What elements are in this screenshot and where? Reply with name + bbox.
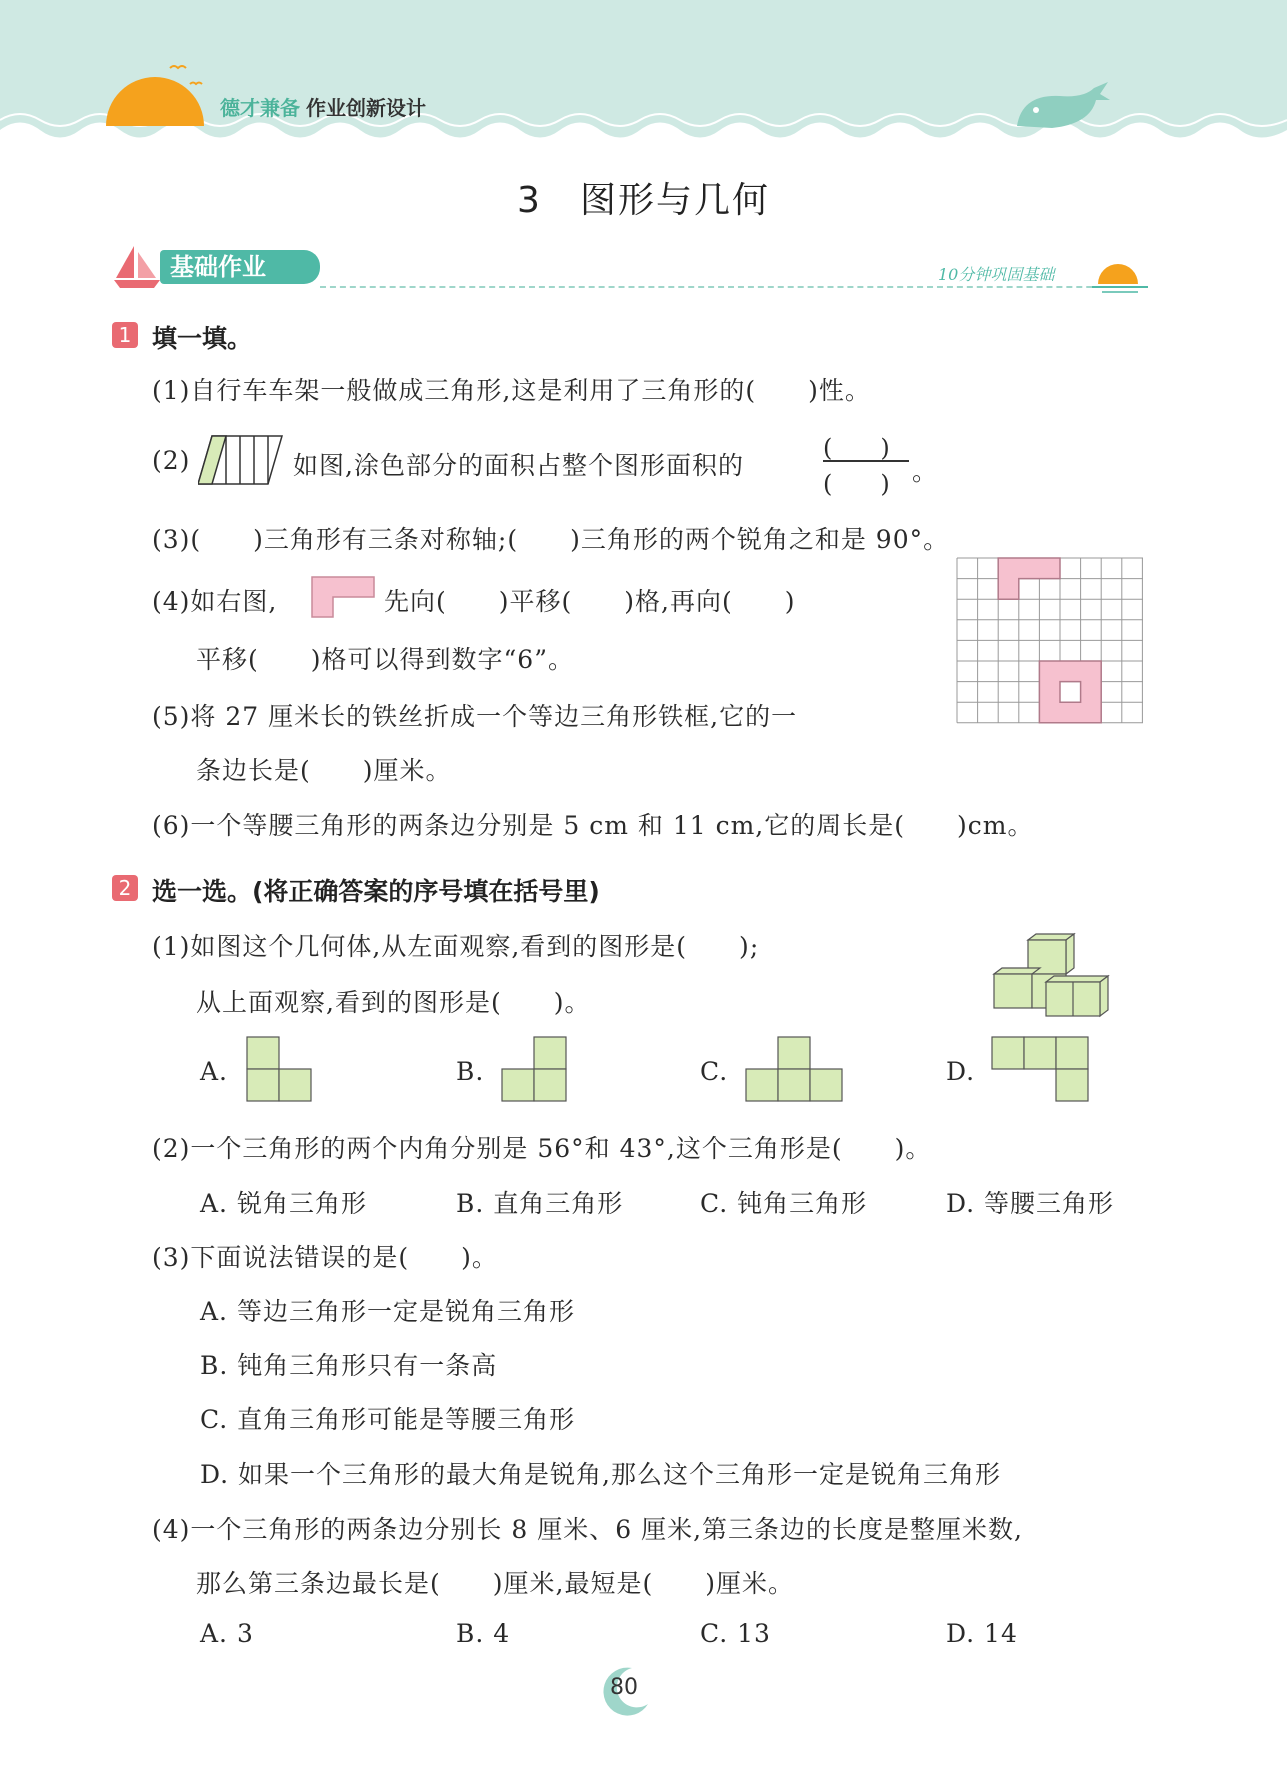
q2-p1-option-d[interactable]: D.: [946, 1057, 976, 1086]
whale-icon: [1012, 76, 1112, 131]
q1-item-3: (3)( )三角形有三条对称轴;( )三角形的两个锐角之和是 90°。: [152, 525, 950, 554]
small-sun-icon: [1092, 254, 1148, 294]
fraction-numerator: ( ): [823, 434, 890, 462]
q1-item-1: (1)自行车车架一般做成三角形,这是利用了三角形的( )性。: [152, 376, 871, 405]
q2-item-2: (2)一个三角形的两个内角分别是 56°和 43°,这个三角形是( )。: [152, 1134, 932, 1163]
q2-heading: 选一选。(将正确答案的序号填在括号里): [152, 877, 600, 906]
q2-p1-option-b[interactable]: B.: [456, 1057, 485, 1086]
fraction-bar: [823, 460, 909, 462]
q2-p4-option-c[interactable]: C. 13: [700, 1619, 771, 1648]
page-title: 3 图形与几何: [517, 180, 770, 221]
option-d-view-figure: [990, 1035, 1090, 1105]
q2-p3-option-d[interactable]: D. 如果一个三角形的最大角是锐角,那么这个三角形一定是锐角三角形: [200, 1460, 1001, 1489]
q1-item-5-cont: 条边长是( )厘米。: [196, 756, 452, 785]
q1-item-2-number: (2): [152, 446, 191, 475]
q1-item-2-text: 如图,涂色部分的面积占整个图形面积的: [293, 451, 744, 480]
q1-item-5: (5)将 27 厘米长的铁丝折成一个等边三角形铁框,它的一: [152, 702, 798, 731]
l-shape-figure: [310, 575, 376, 619]
q2-p2-option-d[interactable]: D. 等腰三角形: [946, 1189, 1115, 1218]
grid-figure: [956, 557, 1148, 727]
brand-title: [220, 92, 426, 121]
q2-item-3: (3)下面说法错误的是( )。: [152, 1243, 498, 1272]
q2-p3-option-c[interactable]: C. 直角三角形可能是等腰三角形: [200, 1405, 576, 1434]
q1-heading: 填一填。: [152, 324, 253, 353]
sailboat-icon: [112, 242, 164, 290]
striped-parallelogram-figure: [198, 434, 284, 486]
section-divider: [320, 286, 1142, 288]
q2-p4-option-d[interactable]: D. 14: [946, 1619, 1018, 1648]
q2-p4-option-a[interactable]: A. 3: [200, 1619, 254, 1648]
q2-p3-option-b[interactable]: B. 钝角三角形只有一条高: [200, 1351, 498, 1380]
q2-p2-option-c[interactable]: C. 钝角三角形: [700, 1189, 868, 1218]
cube-solid-figure: [992, 932, 1112, 1022]
q2-item-4-cont: 那么第三条边最长是( )厘米,最短是( )厘米。: [196, 1569, 794, 1598]
q1-item-4-start: (4)如右图,: [152, 587, 278, 616]
q1-item-4-cont: 平移( )格可以得到数字“6”。: [196, 645, 574, 674]
q2-p1-option-a[interactable]: A.: [200, 1057, 229, 1086]
q1-item-2-end: 。: [912, 457, 939, 486]
q2-item-4: (4)一个三角形的两条边分别长 8 厘米、6 厘米,第三条边的长度是整厘米数,: [152, 1515, 1023, 1544]
q2-p2-option-b[interactable]: B. 直角三角形: [456, 1189, 624, 1218]
option-c-view-figure: [744, 1035, 844, 1105]
option-a-view-figure: [245, 1035, 313, 1105]
q1-number-badge: 1: [112, 322, 138, 348]
brand-green: 德才兼备: [220, 96, 300, 120]
q2-item-1-cont: 从上面观察,看到的图形是( )。: [196, 988, 591, 1017]
q2-p1-option-c[interactable]: C.: [700, 1057, 729, 1086]
q2-number-badge: 2: [112, 875, 138, 901]
q2-item-1: (1)如图这个几何体,从左面观察,看到的图形是( );: [152, 932, 760, 961]
brand-dark: 作业创新设计: [306, 96, 426, 120]
q2-p2-option-a[interactable]: A. 锐角三角形: [200, 1189, 367, 1218]
option-b-view-figure: [500, 1035, 568, 1105]
q1-item-4-text: 先向( )平移( )格,再向( ): [384, 587, 796, 616]
fraction-denominator: ( ): [823, 470, 890, 498]
q2-p4-option-b[interactable]: B. 4: [456, 1619, 511, 1648]
q2-p3-option-a[interactable]: A. 等边三角形一定是锐角三角形: [200, 1297, 575, 1326]
sun-icon: [100, 58, 210, 128]
section-subtitle: 10分钟巩固基础: [938, 265, 1055, 284]
q1-item-6: (6)一个等腰三角形的两条边分别是 5 cm 和 11 cm,它的周长是( )cm。: [152, 811, 1034, 840]
section-label: 基础作业: [160, 250, 320, 284]
page-number: 80: [610, 1675, 638, 1700]
